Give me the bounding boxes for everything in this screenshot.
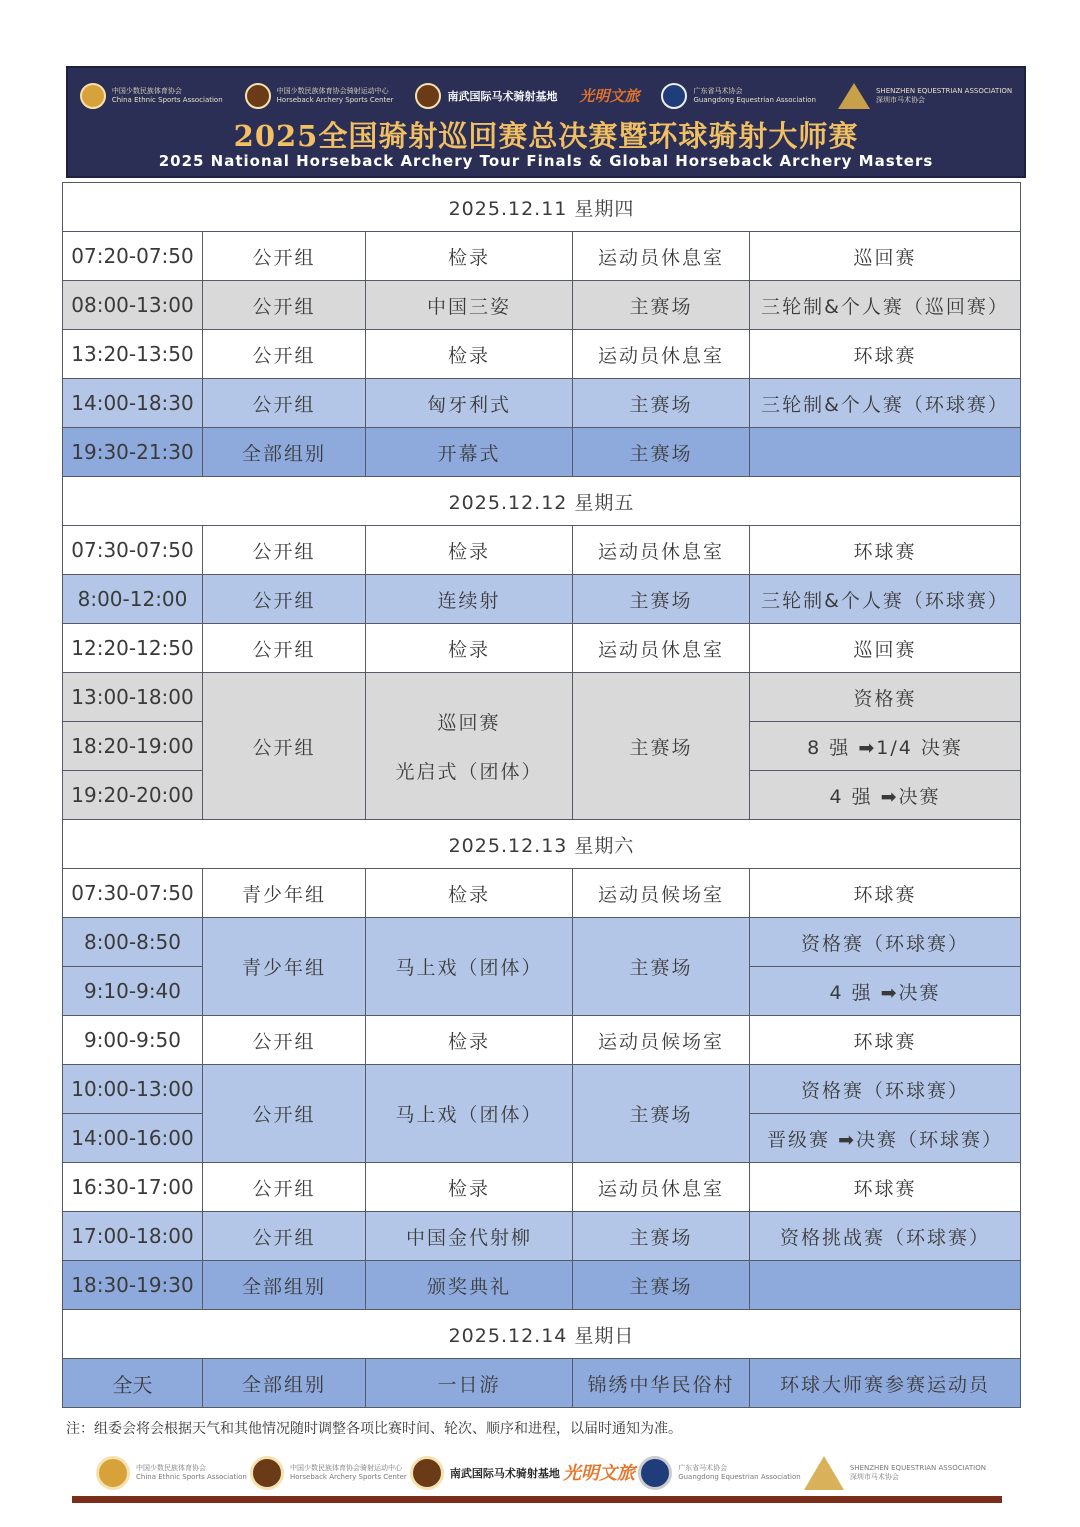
note-cell: 巡回赛 bbox=[750, 624, 1021, 673]
time-cell: 18:30-19:30 bbox=[63, 1261, 203, 1310]
shenzhen-equestrian-logo bbox=[804, 1456, 986, 1490]
time-cell: 8:00-8:50 bbox=[63, 918, 203, 967]
event-cell: 颁奖典礼 bbox=[366, 1261, 573, 1310]
time-cell: 全天 bbox=[63, 1359, 203, 1408]
venue-cell: 运动员休息室 bbox=[573, 1163, 750, 1212]
group-cell: 公开组 bbox=[203, 624, 366, 673]
archery-center-logo bbox=[250, 1456, 407, 1490]
group-cell: 青少年组 bbox=[203, 918, 366, 1016]
time-cell: 13:00-18:00 bbox=[63, 673, 203, 722]
event-cell bbox=[366, 673, 573, 820]
logo-text: 南武国际马术骑射基地 bbox=[447, 89, 558, 103]
time-cell: 07:20-07:50 bbox=[63, 232, 203, 281]
sports-association-logo bbox=[96, 1456, 247, 1490]
event-cell: 检录 bbox=[366, 526, 573, 575]
note-cell: 环球赛 bbox=[750, 1016, 1021, 1065]
horseback-archery-club-logo bbox=[410, 1456, 560, 1490]
table-row bbox=[63, 330, 1021, 379]
shenzhen-equestrian-logo-icon bbox=[804, 1456, 844, 1490]
time-cell: 16:30-17:00 bbox=[63, 1163, 203, 1212]
table-row bbox=[63, 526, 1021, 575]
logo-text: SHENZHEN EQUESTRIAN ASSOCIATION 深圳市马术协会 bbox=[875, 87, 1013, 104]
time-cell: 07:30-07:50 bbox=[63, 526, 203, 575]
logo-text: 中国少数民族体育协会 China Ethnic Sports Association bbox=[111, 87, 223, 104]
equestrian-association-logo-icon bbox=[638, 1456, 672, 1490]
guangming-logo bbox=[563, 1462, 636, 1484]
venue-cell: 主赛场 bbox=[573, 1261, 750, 1310]
group-cell: 全部组别 bbox=[203, 1359, 366, 1408]
venue-cell: 主赛场 bbox=[573, 428, 750, 477]
logo-text: 光明文旅 bbox=[579, 86, 640, 105]
table-row bbox=[63, 281, 1021, 330]
header-banner bbox=[66, 66, 1026, 178]
time-cell: 17:00-18:00 bbox=[63, 1212, 203, 1261]
horseback-archery-club-logo-icon bbox=[410, 1456, 444, 1490]
archery-center-logo-icon bbox=[245, 83, 271, 109]
group-cell: 公开组 bbox=[203, 379, 366, 428]
group-cell: 公开组 bbox=[203, 232, 366, 281]
venue-cell: 运动员候场室 bbox=[573, 869, 750, 918]
group-cell: 公开组 bbox=[203, 1212, 366, 1261]
guangming-logo bbox=[579, 86, 640, 105]
logo-text: 光明文旅 bbox=[563, 1462, 636, 1484]
table-row bbox=[63, 1163, 1021, 1212]
table-row bbox=[63, 379, 1021, 428]
note-cell bbox=[750, 1261, 1021, 1310]
note-cell: 资格挑战赛（环球赛） bbox=[750, 1212, 1021, 1261]
event-cell: 开幕式 bbox=[366, 428, 573, 477]
time-cell: 18:20-19:00 bbox=[63, 722, 203, 771]
table-row bbox=[63, 673, 1021, 722]
venue-cell: 主赛场 bbox=[573, 673, 750, 820]
note-cell bbox=[750, 428, 1021, 477]
horseback-archery-club-logo bbox=[415, 83, 557, 109]
event-line: 巡回赛 bbox=[437, 712, 501, 734]
event-cell: 一日游 bbox=[366, 1359, 573, 1408]
title-english: 2025 National Horseback Archery Tour Finals & Global Horseback Archery Masters bbox=[158, 152, 934, 170]
equestrian-association-logo bbox=[661, 83, 816, 109]
event-cell: 连续射 bbox=[366, 575, 573, 624]
table-row bbox=[63, 1359, 1021, 1408]
sports-association-logo-icon bbox=[96, 1456, 130, 1490]
event-cell: 检录 bbox=[366, 624, 573, 673]
time-cell: 9:00-9:50 bbox=[63, 1016, 203, 1065]
time-cell: 13:20-13:50 bbox=[63, 330, 203, 379]
logo-text: 中国少数民族体育协会 China Ethnic Sports Association bbox=[136, 1464, 247, 1481]
event-cell: 马上戏（团体） bbox=[366, 1065, 573, 1163]
venue-cell: 运动员休息室 bbox=[573, 526, 750, 575]
time-cell: 12:20-12:50 bbox=[63, 624, 203, 673]
date-header: 2025.12.13 星期六 bbox=[63, 820, 1021, 869]
table-row bbox=[63, 624, 1021, 673]
date-header: 2025.12.11 星期四 bbox=[63, 183, 1021, 232]
event-cell: 检录 bbox=[366, 1016, 573, 1065]
logo-text: 中国少数民族体育协会骑射运动中心 Horseback Archery Sports Center bbox=[276, 87, 394, 104]
sponsor-logos bbox=[68, 80, 1024, 112]
note-cell: 三轮制&个人赛（环球赛） bbox=[750, 575, 1021, 624]
group-cell: 全部组别 bbox=[203, 428, 366, 477]
note-cell: 环球赛 bbox=[750, 330, 1021, 379]
note-cell: 资格赛（环球赛） bbox=[750, 918, 1021, 967]
venue-cell: 运动员候场室 bbox=[573, 1016, 750, 1065]
title-chinese: 2025全国骑射巡回赛总决赛暨环球骑射大师赛 bbox=[233, 119, 859, 153]
note-cell: 环球赛 bbox=[750, 869, 1021, 918]
venue-cell: 运动员休息室 bbox=[573, 232, 750, 281]
footer-logos bbox=[96, 1452, 986, 1494]
note-cell: 晋级赛 ➡决赛（环球赛） bbox=[750, 1114, 1021, 1163]
venue-cell: 主赛场 bbox=[573, 281, 750, 330]
table-row bbox=[63, 1065, 1021, 1114]
time-cell: 8:00-12:00 bbox=[63, 575, 203, 624]
group-cell: 公开组 bbox=[203, 673, 366, 820]
logo-text: 广东省马术协会 Guangdong Equestrian Association bbox=[693, 87, 816, 104]
equestrian-association-logo-icon bbox=[661, 83, 687, 109]
time-cell: 10:00-13:00 bbox=[63, 1065, 203, 1114]
note-cell: 环球赛 bbox=[750, 526, 1021, 575]
footnote: 注：组委会将会根据天气和其他情况随时调整各项比赛时间、轮次、顺序和进程，以届时通知为准。 bbox=[66, 1421, 682, 1437]
venue-cell: 运动员休息室 bbox=[573, 330, 750, 379]
group-cell: 青少年组 bbox=[203, 869, 366, 918]
table-row bbox=[63, 575, 1021, 624]
note-cell: 环球大师赛参赛运动员 bbox=[750, 1359, 1021, 1408]
event-cell: 检录 bbox=[366, 1163, 573, 1212]
table-row bbox=[63, 1016, 1021, 1065]
table-row bbox=[63, 918, 1021, 967]
logo-text: 中国少数民族体育协会骑射运动中心 Horseback Archery Sports Center bbox=[289, 1464, 407, 1481]
note-cell: 8 强 ➡1/4 决赛 bbox=[750, 722, 1021, 771]
table-row bbox=[63, 869, 1021, 918]
bottom-divider bbox=[72, 1496, 1002, 1503]
date-header: 2025.12.14 星期日 bbox=[63, 1310, 1021, 1359]
event-cell: 检录 bbox=[366, 232, 573, 281]
note-cell: 资格赛（环球赛） bbox=[750, 1065, 1021, 1114]
group-cell: 公开组 bbox=[203, 1163, 366, 1212]
group-cell: 公开组 bbox=[203, 575, 366, 624]
table-row bbox=[63, 1261, 1021, 1310]
time-cell: 14:00-16:00 bbox=[63, 1114, 203, 1163]
group-cell: 公开组 bbox=[203, 1016, 366, 1065]
venue-cell: 主赛场 bbox=[573, 575, 750, 624]
table-row bbox=[63, 232, 1021, 281]
time-cell: 19:20-20:00 bbox=[63, 771, 203, 820]
sports-association-logo bbox=[80, 83, 223, 109]
equestrian-association-logo bbox=[638, 1456, 801, 1490]
note-cell: 4 强 ➡决赛 bbox=[750, 771, 1021, 820]
group-cell: 全部组别 bbox=[203, 1261, 366, 1310]
event-cell: 检录 bbox=[366, 330, 573, 379]
logo-text: 广东省马术协会 Guangdong Equestrian Association bbox=[678, 1464, 801, 1481]
time-cell: 07:30-07:50 bbox=[63, 869, 203, 918]
venue-cell: 运动员休息室 bbox=[573, 624, 750, 673]
note-cell: 巡回赛 bbox=[750, 232, 1021, 281]
archery-center-logo-icon bbox=[250, 1456, 284, 1490]
time-cell: 19:30-21:30 bbox=[63, 428, 203, 477]
venue-cell: 锦绣中华民俗村 bbox=[573, 1359, 750, 1408]
note-cell: 4 强 ➡决赛 bbox=[750, 967, 1021, 1016]
time-cell: 14:00-18:30 bbox=[63, 379, 203, 428]
note-cell: 资格赛 bbox=[750, 673, 1021, 722]
group-cell: 公开组 bbox=[203, 1065, 366, 1163]
event-cell: 马上戏（团体） bbox=[366, 918, 573, 1016]
venue-cell: 主赛场 bbox=[573, 1065, 750, 1163]
horseback-archery-club-logo-icon bbox=[415, 83, 441, 109]
venue-cell: 主赛场 bbox=[573, 379, 750, 428]
event-cell: 中国金代射柳 bbox=[366, 1212, 573, 1261]
sports-association-logo-icon bbox=[80, 83, 106, 109]
shenzhen-equestrian-logo bbox=[838, 83, 1012, 109]
table-row bbox=[63, 1212, 1021, 1261]
table-row bbox=[63, 428, 1021, 477]
time-cell: 08:00-13:00 bbox=[63, 281, 203, 330]
note-cell: 三轮制&个人赛（环球赛） bbox=[750, 379, 1021, 428]
event-cell: 匈牙利式 bbox=[366, 379, 573, 428]
shenzhen-equestrian-logo-icon bbox=[838, 83, 870, 109]
event-cell: 中国三姿 bbox=[366, 281, 573, 330]
event-cell: 检录 bbox=[366, 869, 573, 918]
logo-text: 南武国际马术骑射基地 bbox=[449, 1466, 560, 1480]
group-cell: 公开组 bbox=[203, 526, 366, 575]
venue-cell: 主赛场 bbox=[573, 918, 750, 1016]
group-cell: 公开组 bbox=[203, 330, 366, 379]
archery-center-logo bbox=[245, 83, 394, 109]
venue-cell: 主赛场 bbox=[573, 1212, 750, 1261]
event-line: 光启式（团体） bbox=[395, 761, 543, 783]
time-cell: 9:10-9:40 bbox=[63, 967, 203, 1016]
group-cell: 公开组 bbox=[203, 281, 366, 330]
schedule-table bbox=[62, 182, 1021, 1408]
logo-text: SHENZHEN EQUESTRIAN ASSOCIATION 深圳市马术协会 bbox=[849, 1464, 986, 1481]
date-header: 2025.12.12 星期五 bbox=[63, 477, 1021, 526]
note-cell: 三轮制&个人赛（巡回赛） bbox=[750, 281, 1021, 330]
note-cell: 环球赛 bbox=[750, 1163, 1021, 1212]
